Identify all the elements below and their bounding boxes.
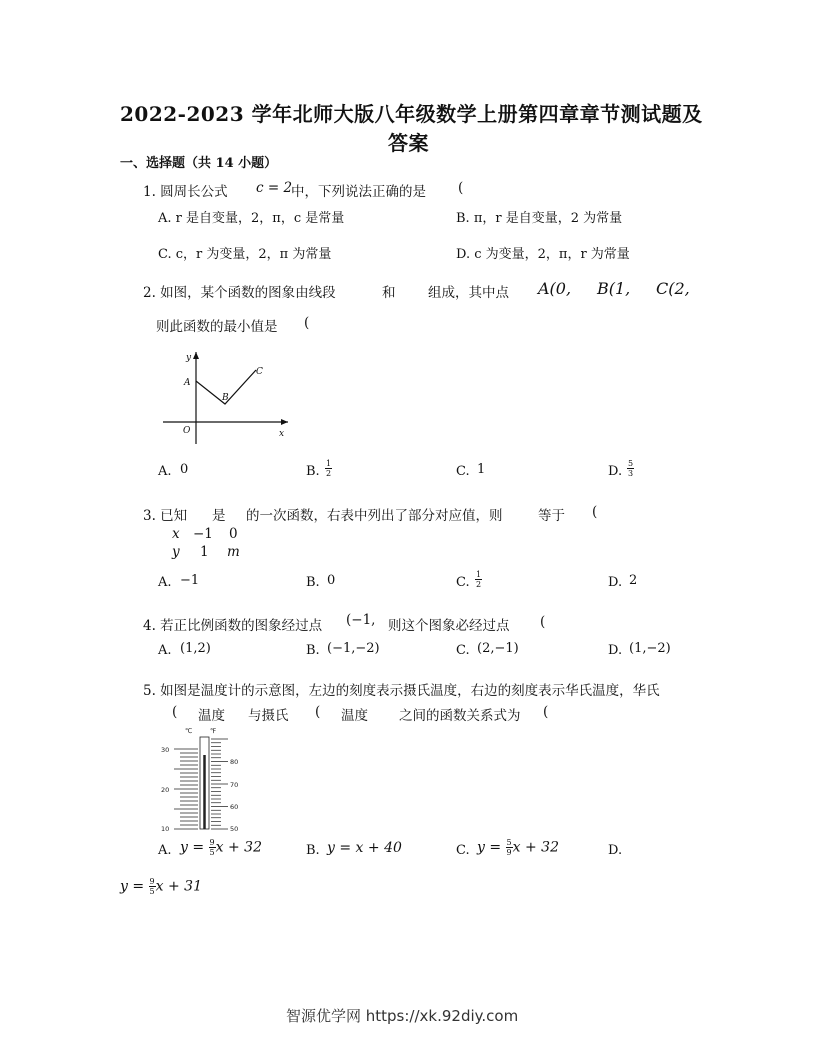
q2-option-b-value: $\frac{1}{2}$ [326,459,332,478]
celsius-unit: ℃ [185,727,193,735]
q3-option-b-label: B. [306,575,320,590]
thermometer-diagram [158,725,248,835]
q3-dengyu: 等于 [538,508,565,524]
q2-paren: ( [304,315,310,331]
q4-option-c-value: (2,−1) [477,641,519,656]
section-header: 一、选择题（共 14 小题） [120,156,278,171]
q4-stem: 4. 若正比例函数的图象经过点 [143,618,323,634]
q3-option-b-value: 0 [327,573,336,588]
q2-line2: 则此函数的最小值是 [156,319,278,335]
scale-ticks [174,739,228,829]
q3-option-c-value: $\frac{1}{2}$ [476,570,482,589]
q5-line2-relation: 之间的函数关系式为 [399,708,521,724]
q2-he: 和 [382,285,396,301]
q2-option-a-value: 0 [180,462,189,477]
q4-paren: ( [540,614,546,630]
q3-paren: ( [592,504,598,520]
x-axis-arrow [281,419,288,425]
c-tick-20: 20 [161,786,170,794]
q3-table-y1: 1 [200,544,209,560]
q3-stem: 3. 已知 [143,508,188,524]
q5-option-a-label: A. [158,843,172,858]
q1-paren: ( [458,180,464,196]
q3-de: 的一次函数，右表中列出了部分对应值，则 [246,508,503,524]
q4-option-b-label: B. [306,643,320,658]
q1-option-d: D. c 为变量，2，π，r 为常量 [456,247,630,262]
q4-option-d-value: (1,−2) [629,641,671,656]
q1-option-a: A. r 是自变量，2，π，c 是常量 [158,211,345,226]
q1-option-b: B. π，r 是自变量，2 为常量 [456,211,623,226]
q3-table-x: x [172,526,180,542]
q5-option-c-value: y = $\frac{5}{9}$ x + 32 [477,838,559,857]
q5-line2-paren2: ( [315,704,321,720]
q4-option-d-label: D. [608,643,623,658]
q3-option-a-label: A. [158,575,172,590]
q5-option-b-value: y = x + 40 [327,840,402,856]
q5-line2-wendu2: 温度 [341,708,368,724]
q3-shi: 是 [212,508,226,524]
f-tick-60: 60 [230,803,239,811]
q2-graph [158,348,293,448]
y-label: y [186,353,192,363]
q2-stem: 2. 如图，某个函数的图象由线段 [143,285,336,301]
f-tick-50: 50 [230,825,239,833]
q5-line2-paren3: ( [543,704,549,720]
q5-line2-paren1: ( [172,704,178,720]
q5-option-c-label: C. [456,843,470,858]
q1-stem: 1. 圆周长公式 [143,184,228,200]
q1-stem2: 中，下列说法正确的是 [291,184,426,200]
q5-line2-wendu1: 温度 [198,708,225,724]
f-tick-70: 70 [230,781,239,789]
q3-table-y: y [172,544,180,560]
q4-stem2: 则这个图象必经过点 [388,618,510,634]
q2-point-b: B(1, [597,279,631,298]
x-label: x [279,429,285,439]
fahrenheit-unit: ℉ [210,727,217,735]
q2-point-a: A(0, [538,279,572,298]
q2-option-d-label: D. [608,464,623,479]
q1-formula: c = 2 [256,180,293,196]
page-title: 2022-2023 学年北师大版八年级数学上册第四章章节测试题及 [120,102,703,126]
q3-table-x2: 0 [229,526,238,542]
q2-option-d-value: $\frac{5}{3}$ [628,459,634,478]
c-tick-10: 10 [161,825,170,833]
page-title-line2: 答案 [388,131,429,155]
f-tick-80: 80 [230,758,239,766]
q2-zucheng: 组成，其中点 [428,285,509,301]
q4-point: (−1, [346,612,376,628]
q2-point-c: C(2, [656,279,690,298]
y-axis-arrow [193,352,199,359]
point-c-label: C [256,367,263,377]
q1-option-c: C. c，r 为变量，2，π 为常量 [158,247,332,262]
q5-line2-sheshi: 与摄氏 [248,708,289,724]
q5-option-d-label: D. [608,843,623,858]
point-a-label: A [184,378,191,388]
q3-table-y2: m [227,544,240,560]
q5-stem: 5. 如图是温度计的示意图，左边的刻度表示摄氏温度，右边的刻度表示华氏温度，华氏 [143,683,660,699]
q5-option-d-value: y = $\frac{9}{5}$ x + 31 [120,877,202,896]
origin-label: O [183,426,191,436]
q2-option-c-label: C. [456,464,470,479]
footer-watermark: 智源优学网 https://xk.92diy.com [286,1007,519,1025]
q4-option-c-label: C. [456,643,470,658]
q2-option-c-value: 1 [477,462,486,477]
q3-option-c-label: C. [456,575,470,590]
q4-option-a-value: (1,2) [180,641,211,656]
q4-option-a-label: A. [158,643,172,658]
q5-option-a-value: y = $\frac{9}{5}$ x + 32 [180,838,262,857]
q5-option-b-label: B. [306,843,320,858]
q4-option-b-value: (−1,−2) [327,641,380,656]
q2-option-a-label: A. [158,464,172,479]
q3-option-d-value: 2 [629,573,638,588]
q3-option-d-label: D. [608,575,623,590]
q3-table-x1: −1 [193,526,213,542]
q2-option-b-label: B. [306,464,320,479]
q3-option-a-value: −1 [180,573,200,588]
point-b-label: B [222,393,229,403]
c-tick-30: 30 [161,746,170,754]
